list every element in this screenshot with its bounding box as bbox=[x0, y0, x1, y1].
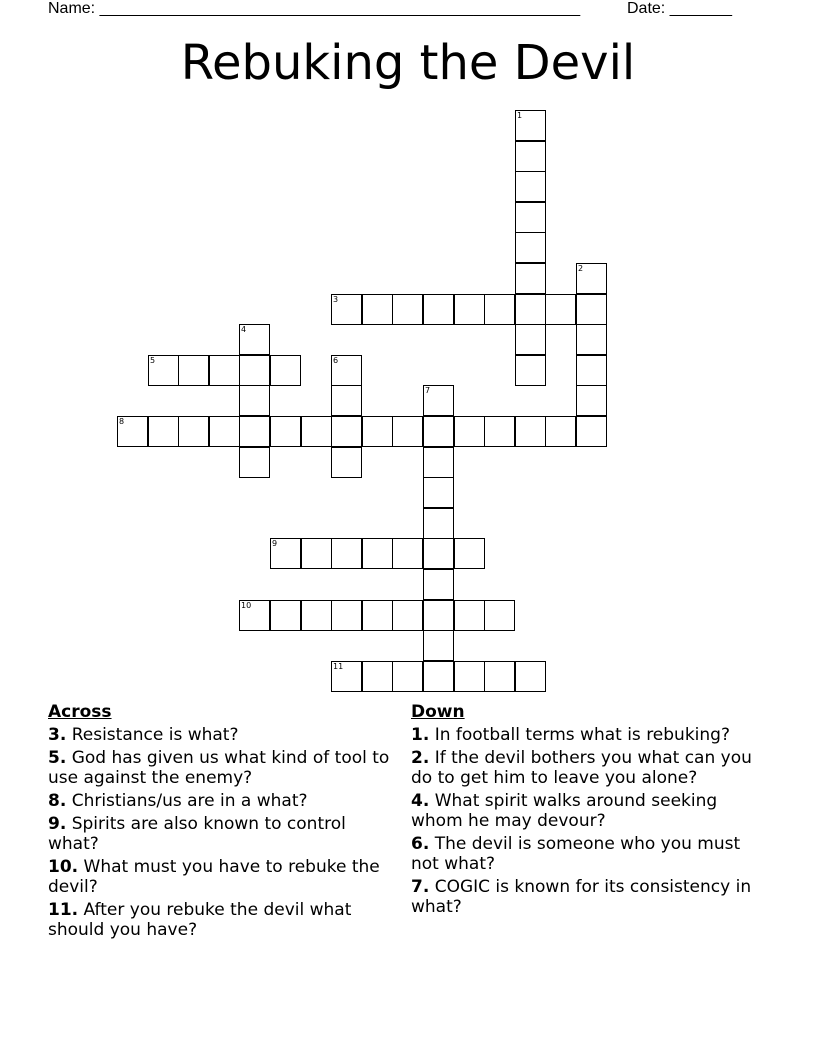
down-clue bbox=[411, 877, 771, 917]
grid-cell[interactable] bbox=[331, 416, 362, 447]
clue-number: 5. bbox=[48, 748, 67, 768]
down-heading: Down bbox=[411, 702, 465, 722]
grid-cell[interactable] bbox=[392, 661, 423, 692]
grid-cell[interactable] bbox=[515, 232, 546, 263]
grid-cell[interactable] bbox=[209, 416, 240, 447]
grid-cell[interactable] bbox=[576, 416, 607, 447]
cell-number: 11 bbox=[333, 662, 344, 671]
grid-cell[interactable] bbox=[576, 324, 607, 355]
clue-text: Spirits are also known to control what? bbox=[48, 814, 346, 854]
grid-cell[interactable] bbox=[423, 569, 454, 600]
grid-cell[interactable] bbox=[301, 416, 332, 447]
grid-cell[interactable] bbox=[362, 538, 393, 569]
across-clue bbox=[48, 725, 393, 745]
grid-cell[interactable] bbox=[239, 600, 270, 631]
grid-cell[interactable] bbox=[484, 600, 515, 631]
grid-cell[interactable] bbox=[331, 538, 362, 569]
grid-cell[interactable] bbox=[392, 416, 423, 447]
grid-cell[interactable] bbox=[423, 294, 454, 325]
grid-cell[interactable] bbox=[148, 416, 179, 447]
cell-number: 5 bbox=[150, 356, 156, 365]
down-clue bbox=[411, 725, 771, 745]
grid-cell[interactable] bbox=[209, 355, 240, 386]
grid-cell[interactable] bbox=[331, 355, 362, 386]
cell-number: 6 bbox=[333, 356, 339, 365]
clue-number: 7. bbox=[411, 877, 430, 897]
grid-cell[interactable] bbox=[423, 538, 454, 569]
grid-cell[interactable] bbox=[515, 416, 546, 447]
grid-cell[interactable] bbox=[576, 294, 607, 325]
clue-number: 8. bbox=[48, 791, 67, 811]
name-blank: ______________________________________________________ bbox=[99, 0, 581, 17]
grid-cell[interactable] bbox=[270, 416, 301, 447]
grid-cell[interactable] bbox=[454, 538, 485, 569]
grid-cell[interactable] bbox=[515, 324, 546, 355]
clue-number: 3. bbox=[48, 725, 67, 745]
name-label: Name: bbox=[48, 0, 100, 17]
cell-number: 10 bbox=[241, 601, 252, 610]
page-title: Rebuking the Devil bbox=[180, 35, 636, 91]
grid-cell[interactable] bbox=[423, 661, 454, 692]
grid-cell[interactable] bbox=[392, 600, 423, 631]
across-heading: Across bbox=[48, 702, 112, 722]
grid-cell[interactable] bbox=[239, 416, 270, 447]
grid-cell[interactable] bbox=[484, 294, 515, 325]
grid-cell[interactable] bbox=[270, 355, 301, 386]
grid-cell[interactable] bbox=[239, 447, 270, 478]
clue-number: 2. bbox=[411, 748, 430, 768]
across-clues bbox=[48, 702, 393, 943]
across-clue bbox=[48, 791, 393, 811]
grid-cell[interactable] bbox=[362, 600, 393, 631]
grid-cell[interactable] bbox=[178, 355, 209, 386]
grid-cell[interactable] bbox=[117, 416, 148, 447]
grid-cell[interactable] bbox=[484, 661, 515, 692]
grid-cell[interactable] bbox=[331, 385, 362, 416]
grid-cell[interactable] bbox=[178, 416, 209, 447]
grid-cell[interactable] bbox=[423, 416, 454, 447]
grid-cell[interactable] bbox=[270, 538, 301, 569]
grid-cell[interactable] bbox=[423, 600, 454, 631]
grid-cell[interactable] bbox=[454, 416, 485, 447]
grid-cell[interactable] bbox=[423, 508, 454, 539]
clue-number: 10. bbox=[48, 857, 79, 877]
across-clue bbox=[48, 900, 393, 940]
clue-text: What must you have to rebuke the devil? bbox=[48, 857, 380, 897]
grid-cell[interactable] bbox=[484, 416, 515, 447]
grid-cell[interactable] bbox=[454, 294, 485, 325]
grid-cell[interactable] bbox=[515, 171, 546, 202]
grid-cell[interactable] bbox=[301, 600, 332, 631]
date-blank: _______ bbox=[669, 0, 732, 17]
grid-cell[interactable] bbox=[423, 385, 454, 416]
cell-number: 7 bbox=[425, 386, 431, 395]
grid-cell[interactable] bbox=[331, 294, 362, 325]
grid-cell[interactable] bbox=[362, 416, 393, 447]
grid-cell[interactable] bbox=[362, 661, 393, 692]
grid-cell[interactable] bbox=[454, 600, 485, 631]
cell-number: 3 bbox=[333, 295, 339, 304]
grid-cell[interactable] bbox=[239, 385, 270, 416]
grid-cell[interactable] bbox=[576, 355, 607, 386]
grid-cell[interactable] bbox=[362, 294, 393, 325]
clue-text: God has given us what kind of tool to use against the enemy? bbox=[48, 748, 390, 788]
grid-cell[interactable] bbox=[423, 447, 454, 478]
grid-cell[interactable] bbox=[423, 477, 454, 508]
date-label: Date: bbox=[627, 0, 670, 17]
grid-cell[interactable] bbox=[239, 355, 270, 386]
clue-number: 6. bbox=[411, 834, 430, 854]
cell-number: 9 bbox=[272, 539, 278, 548]
across-clue bbox=[48, 814, 393, 854]
cell-number: 8 bbox=[119, 417, 125, 426]
clue-number: 4. bbox=[411, 791, 430, 811]
clue-text: Resistance is what? bbox=[71, 725, 239, 745]
down-clues bbox=[411, 702, 771, 920]
grid-cell[interactable] bbox=[239, 324, 270, 355]
grid-cell[interactable] bbox=[331, 447, 362, 478]
down-clue bbox=[411, 791, 771, 831]
cell-number: 2 bbox=[578, 264, 584, 273]
grid-cell[interactable] bbox=[301, 538, 332, 569]
grid-cell[interactable] bbox=[423, 630, 454, 661]
grid-cell[interactable] bbox=[515, 141, 546, 172]
grid-cell[interactable] bbox=[545, 294, 576, 325]
grid-cell[interactable] bbox=[331, 600, 362, 631]
down-clue bbox=[411, 748, 771, 788]
grid-cell[interactable] bbox=[392, 294, 423, 325]
grid-cell[interactable] bbox=[576, 385, 607, 416]
clue-text: If the devil bothers you what can you do to get him to leave you alone? bbox=[411, 748, 752, 788]
grid-cell[interactable] bbox=[270, 600, 301, 631]
clue-text: What spirit walks around seeking whom he may devour? bbox=[411, 791, 718, 831]
grid-cell[interactable] bbox=[576, 263, 607, 294]
grid-cell[interactable] bbox=[515, 110, 546, 141]
down-clue bbox=[411, 834, 771, 874]
clue-number: 1. bbox=[411, 725, 430, 745]
grid-cell[interactable] bbox=[515, 202, 546, 233]
grid-cell[interactable] bbox=[545, 416, 576, 447]
grid-cell[interactable] bbox=[515, 263, 546, 294]
grid-cell[interactable] bbox=[392, 538, 423, 569]
grid-cell[interactable] bbox=[454, 661, 485, 692]
grid-cell[interactable] bbox=[515, 294, 546, 325]
clue-number: 11. bbox=[48, 900, 79, 920]
clue-text: Christians/us are in a what? bbox=[71, 791, 308, 811]
grid-cell[interactable] bbox=[331, 661, 362, 692]
cell-number: 1 bbox=[517, 111, 523, 120]
cell-number: 4 bbox=[241, 325, 247, 334]
clue-text: After you rebuke the devil what should you have? bbox=[48, 900, 352, 940]
clue-text: In football terms what is rebuking? bbox=[434, 725, 730, 745]
clue-text: The devil is someone who you must not what? bbox=[411, 834, 741, 874]
grid-cell[interactable] bbox=[148, 355, 179, 386]
grid-cell[interactable] bbox=[515, 355, 546, 386]
clue-text: COGIC is known for its consistency in what? bbox=[411, 877, 752, 917]
across-clue bbox=[48, 857, 393, 897]
grid-cell[interactable] bbox=[515, 661, 546, 692]
across-clue bbox=[48, 748, 393, 788]
clue-number: 9. bbox=[48, 814, 67, 834]
